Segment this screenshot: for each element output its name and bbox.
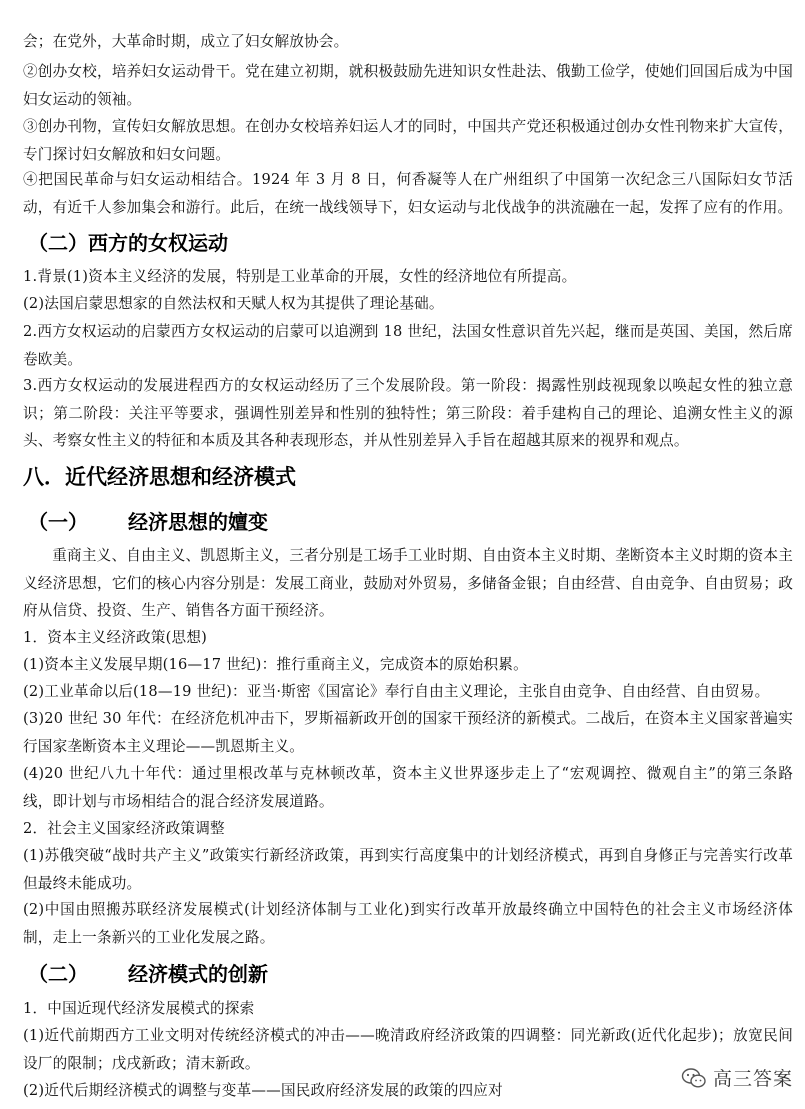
heading-economic-thought-title: 经济思想的嬗变 [128, 510, 268, 534]
heading-chapter-8: 八．近代经济思想和经济模式 [23, 465, 296, 489]
paragraph-china-reform: (2)中国由照搬苏联经济发展模式(计划经济体制与工业化)到实行改革开放最终确立中国特色的社会主义市场经济体制，走上一条新兴的工业化发展之路。 [23, 901, 793, 946]
paragraph-late-qing-policy: (1)近代前期西方工业文明对传统经济模式的冲击——晚清政府经济政策的四调整：同光新政(近代化起步)；放宽民间设厂的限制；戊戌新政；清末新政。 [23, 1027, 793, 1072]
paragraph-feminism-stages: 3.西方女权运动的发展进程西方的女权运动经历了三个发展阶段。第一阶段：揭露性别歧视现象以唤起女性的独立意识；第二阶段：关注平等要求，强调性别差异和性别的独特性；第三阶段：着手建构自己的理论、追溯女性主义的源头、考察女性主义的特征和本质及其各种表现形态，并从性别差异入手旨在超越其原来的视界和观点。 [23, 377, 793, 449]
paragraph-women-publications: ③创办刊物，宣传妇女解放思想。在创办女校培养妇运人才的同时，中国共产党还积极通过创办女性刊物来扩大宣传，专门探讨妇女解放和妇女问题。 [23, 118, 793, 163]
heading-economic-thought [28, 507, 268, 537]
paragraph-mixed-economy: (4)20 世纪八九十年代：通过里根改革与克林顿改革，资本主义世界逐步走上了“宏观调控、微观自主”的第三条路线，即计划与市场相结合的混合经济发展道路。 [23, 765, 793, 810]
heading-economic-thought-number: （一） [28, 510, 88, 534]
heading-economic-model-title: 经济模式的创新 [128, 962, 268, 986]
paragraph-feminism-background: 1.背景(1)资本主义经济的发展，特别是工业革命的开展，女性的经济地位有所提高。 [23, 268, 577, 285]
paragraph-economic-thought-overview: 重商主义、自由主义、凯恩斯主义，三者分别是工场手工业时期、自由资本主义时期、垄断资本主义时期的资本主义经济思想，它们的核心内容分别是：发展工商业，鼓励对外贸易，多储备金银；自由经营、自由竞争、自由贸易；政府从信贷、投资、生产、销售各方面干预经济。 [23, 547, 793, 619]
heading-economic-model [28, 959, 268, 989]
paragraph-women-schools: ②创办女校，培养妇女运动骨干。党在建立初期，就积极鼓励先进知识女性赴法、俄勤工俭学，使她们回国后成为中国妇女运动的领袖。 [23, 63, 793, 108]
watermark-text: 高三答案 [712, 1068, 793, 1090]
paragraph-enlightenment-theory: (2)法国启蒙思想家的自然法权和天赋人权为其提供了理论基础。 [23, 295, 444, 312]
heading-economic-model-number: （二） [28, 962, 88, 986]
paragraph-womens-liberation-association: 会；在党外，大革命时期，成立了妇女解放协会。 [23, 33, 349, 50]
paragraph-nationalist-policy: (2)近代后期经济模式的调整与变革——国民政府经济发展的政策的四应对 [23, 1082, 503, 1099]
watermark [681, 1064, 793, 1091]
wechat-icon [681, 1067, 707, 1089]
paragraph-capitalist-policy-heading: 1．资本主义经济政策(思想) [23, 629, 208, 646]
paragraph-soviet-policy: (1)苏俄突破“战时共产主义”政策实行新经济政策，再到实行高度集中的计划经济模式，再到自身修正与完善实行改革但最终未能成功。 [23, 847, 793, 892]
paragraph-feminism-origin: 2.西方女权运动的启蒙西方女权运动的启蒙可以追溯到 18 世纪，法国女性意识首先兴起，继而是英国、美国，然后席卷欧美。 [23, 323, 793, 368]
heading-western-feminism: （二）西方的女权运动 [28, 231, 228, 255]
paragraph-national-revolution-women: ④把国民革命与妇女运动相结合。1924 年 3 月 8 日，何香凝等人在广州组织了中国第一次纪念三八国际妇女节活动，有近千人参加集会和游行。此后，在统一战线领导下，妇女运动与北伐战争的洪流融在一起，发挥了应有的作用。 [23, 171, 793, 216]
paragraph-liberalism: (2)工业革命以后(18—19 世纪)：亚当·斯密《国富论》奉行自由主义理论，主张自由竞争、自由经营、自由贸易。 [23, 683, 770, 700]
paragraph-socialist-policy-heading: 2．社会主义国家经济政策调整 [23, 820, 225, 837]
paragraph-mercantilism: (1)资本主义发展早期(16—17 世纪)：推行重商主义，完成资本的原始积累。 [23, 656, 528, 673]
paragraph-china-model-heading: 1．中国近现代经济发展模式的探索 [23, 1000, 255, 1017]
paragraph-keynesianism: (3)20 世纪 30 年代：在经济危机冲击下，罗斯福新政开创的国家干预经济的新模式。二战后，在资本主义国家普遍实行国家垄断资本主义理论——凯恩斯主义。 [23, 710, 793, 755]
